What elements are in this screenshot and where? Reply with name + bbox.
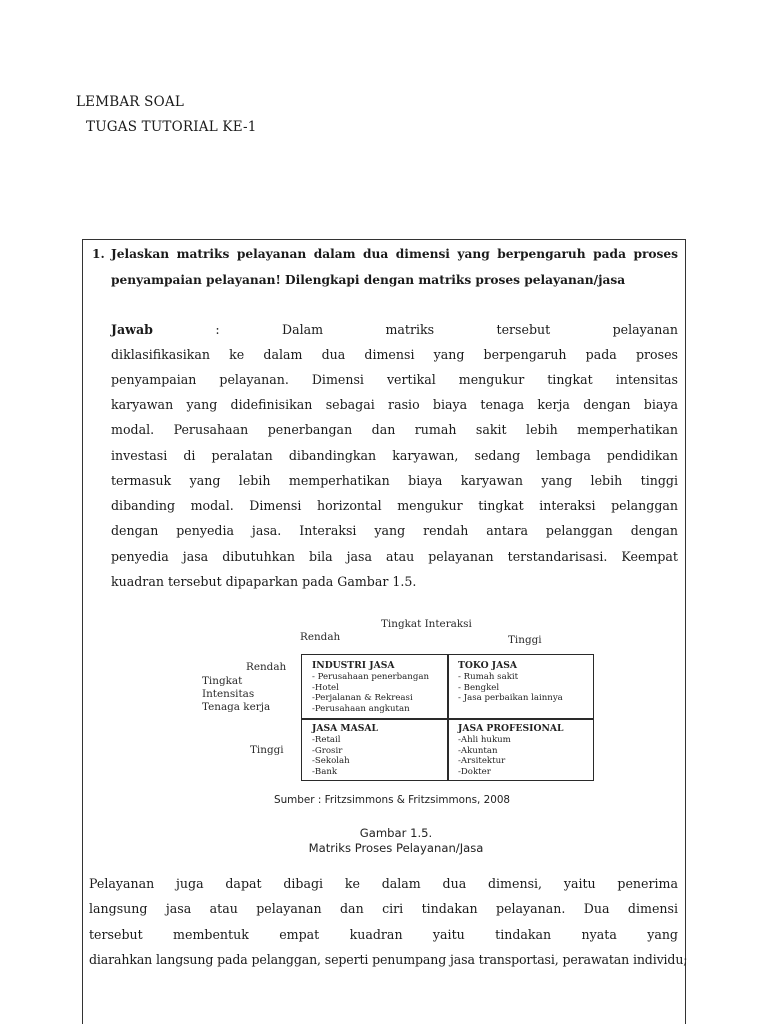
figure-row-axis-label: Tenaga kerja — [202, 701, 271, 713]
answer-line: termasuk yang lebih memperhatikan biaya karyawan yang lebih tinggi — [111, 473, 678, 488]
matrix-cell-title: TOKO JASA — [458, 660, 518, 671]
figure-row-high-label: Tinggi — [250, 744, 284, 756]
answer-line: penyampaian pelayanan. Dimensi vertikal mengukur tingkat intensitas — [111, 372, 678, 387]
answer-line: dengan penyedia jasa. Interaksi yang rendah antara pelanggan dengan — [111, 523, 678, 538]
answer-line: kuadran tersebut dipaparkan pada Gambar 1.5. — [111, 574, 417, 589]
figure-caption-number: Gambar 1.5. — [359, 826, 433, 840]
sheet-title: LEMBAR SOAL — [76, 94, 184, 110]
answer-line — [111, 320, 678, 339]
answer-line: investasi di peralatan dibandingkan karyawan, sedang lembaga pendidikan — [111, 448, 678, 463]
matrix-cell-industri-jasa — [312, 660, 429, 714]
answer-line: modal. Perusahaan penerbangan dan rumah sakit lebih memperhatikan — [111, 422, 678, 437]
matrix-cell-item: -Perjalanan & Rekreasi — [312, 693, 413, 703]
figure-top-axis-label: Tingkat Interaksi — [381, 618, 472, 630]
answer-line: penyedia jasa dibutuhkan bila jasa atau pelayanan terstandarisasi. Keempat — [111, 549, 678, 564]
matrix-cell-item: - Rumah sakit — [458, 672, 519, 682]
matrix-cell-item: -Akuntan — [458, 745, 498, 756]
matrix-cell-item: -Sekolah — [312, 756, 350, 766]
matrix-horizontal-divider — [302, 718, 593, 720]
matrix-cell-toko-jasa — [458, 660, 563, 704]
paragraph-line: diarahkan langsung pada pelanggan, seperti penumpang jasa transportasi, perawatan individu; — [89, 952, 688, 967]
matrix-cell-item: -Grosir — [312, 745, 343, 756]
paragraph-line: langsung jasa atau pelayanan dan ciri tindakan pelayanan. Dua dimensi — [89, 901, 678, 916]
paragraph-line: tersebut membentuk empat kuadran yaitu tindakan nyata yang — [89, 927, 678, 942]
matrix-cell-title: JASA PROFESIONAL — [458, 723, 564, 734]
matrix-cell-item: - Jasa perbaikan lainnya — [458, 693, 563, 703]
figure-col-low-label: Rendah — [300, 631, 341, 643]
matrix-cell-item: -Ahli hukum — [458, 735, 511, 745]
matrix-cell-item: -Dokter — [458, 766, 491, 777]
figure-col-high-label: Tinggi — [508, 634, 542, 646]
matrix-cell-item: -Perusahaan angkutan — [312, 703, 410, 714]
matrix-cell-item: -Arsitektur — [458, 756, 506, 766]
figure-row-low-label: Rendah — [246, 661, 287, 673]
matrix-cell-jasa-masal — [312, 723, 378, 777]
answer-line: diklasifikasikan ke dalam dua dimensi yang berpengaruh pada proses — [111, 347, 678, 362]
service-process-matrix — [301, 654, 594, 781]
figure-caption-title: Matriks Proses Pelayanan/Jasa — [308, 841, 484, 855]
matrix-cell-title: INDUSTRI JASA — [312, 660, 395, 671]
matrix-cell-title: JASA MASAL — [312, 723, 378, 734]
question-number: 1. — [92, 247, 105, 261]
answer-label: Jawab — [111, 322, 153, 337]
matrix-cell-item: -Bank — [312, 766, 338, 777]
figure-row-axis-label: Tingkat — [202, 675, 243, 687]
paragraph-line: Pelayanan juga dapat dibagi ke dalam dua dimensi, yaitu penerima — [89, 876, 678, 891]
matrix-cell-item: - Perusahaan penerbangan — [312, 672, 429, 682]
matrix-cell-item: -Retail — [312, 735, 341, 745]
answer-line: dibanding modal. Dimensi horizontal mengukur tingkat interaksi pelanggan — [111, 498, 678, 513]
question-text: Jelaskan matriks pelayanan dalam dua dimensi yang berpengaruh pada proses penyampaian pelayanan! Dilengkapi dengan matriks proses pelayanan/jasa — [111, 247, 678, 287]
matrix-cell-item: - Bengkel — [458, 682, 500, 693]
figure-source: Sumber : Fritzsimmons & Fritzsimmons, 2008 — [274, 794, 511, 806]
figure-row-axis-label: Intensitas — [202, 688, 255, 700]
matrix-cell-jasa-profesional — [458, 723, 563, 777]
sheet-subtitle: TUGAS TUTORIAL KE-1 — [86, 119, 257, 135]
matrix-cell-item: -Hotel — [312, 682, 339, 693]
answer-line-text: : Dalam matriks tersebut pelayanan — [152, 322, 678, 337]
answer-line: karyawan yang didefinisikan sebagai rasio biaya tenaga kerja dengan biaya — [111, 397, 678, 412]
